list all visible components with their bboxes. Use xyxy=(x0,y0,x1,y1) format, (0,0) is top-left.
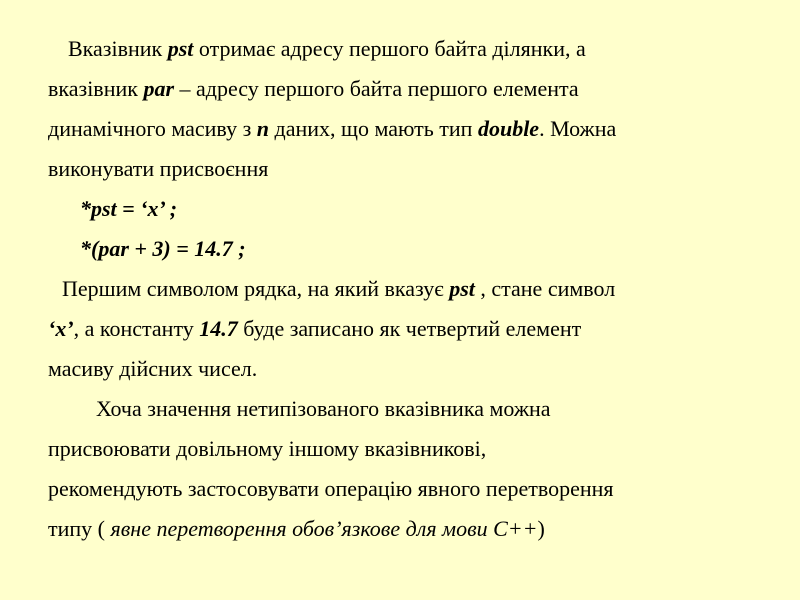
paragraph-2-line-3: масиву дійсних чисел. xyxy=(48,356,258,381)
text: , стане символ xyxy=(474,276,616,301)
text: . Можна xyxy=(539,116,617,141)
paragraph-3-line-4 xyxy=(48,516,545,542)
text: ) xyxy=(537,516,545,541)
text: , а константу xyxy=(73,316,200,341)
italic-note: явне перетворення обов’язкове для мови С++ xyxy=(110,516,538,541)
paragraph-2-line-1 xyxy=(62,276,615,302)
paragraph-1-line-3 xyxy=(48,116,616,142)
paragraph-3-line-1: Хоча значення нетипізованого вказівника можна xyxy=(96,396,551,421)
char-literal-x: ‘x’ xyxy=(48,316,74,341)
text: даних, що мають тип xyxy=(269,116,478,141)
paragraph-3-line-3: рекомендують застосовувати операцію явного перетворення xyxy=(48,476,614,501)
text: динамічного масиву з xyxy=(48,116,257,141)
identifier-n: n xyxy=(256,116,270,141)
code-line-1: *pst = ‘x’ ; xyxy=(80,196,178,221)
paragraph-3-line-2: присвоювати довільному іншому вказівникові, xyxy=(48,436,487,461)
identifier-par: par xyxy=(143,76,174,101)
type-double: double xyxy=(477,116,540,141)
text: отримає адресу першого байта ділянки, а xyxy=(193,36,586,61)
text: вказівник xyxy=(48,76,144,101)
text: – адресу першого байта першого елемента xyxy=(174,76,579,101)
text: Першим символом рядка, на який вказує xyxy=(62,276,450,301)
paragraph-2-line-2 xyxy=(48,316,581,342)
paragraph-1-line-2 xyxy=(48,76,579,102)
paragraph-1-line-1 xyxy=(68,36,586,62)
identifier-pst: pst xyxy=(449,276,475,301)
text: Вказівник xyxy=(68,36,168,61)
code-line-2: *(par + 3) = 14.7 ; xyxy=(80,236,246,261)
constant-14-7: 14.7 xyxy=(199,316,238,341)
paragraph-1-line-4: виконувати присвоєння xyxy=(48,156,269,181)
text: типу ( xyxy=(48,516,111,541)
identifier-pst: pst xyxy=(167,36,194,61)
text: буде записано як четвертий елемент xyxy=(237,316,582,341)
